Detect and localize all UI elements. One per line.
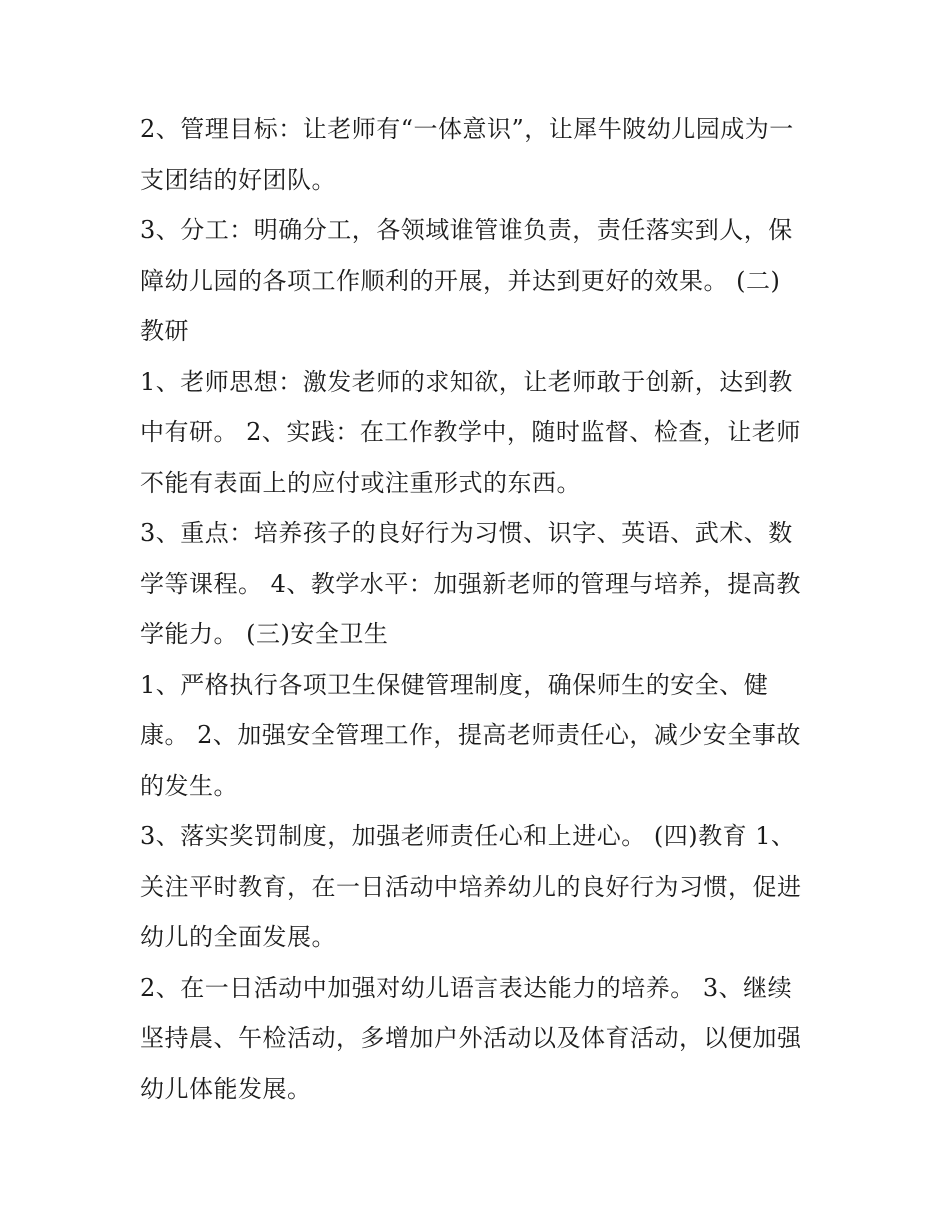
- text-line: 1、严格执行各项卫生保健管理制度，确保师生的安全、健: [140, 670, 769, 699]
- text-line: 幼儿的全面发展。: [140, 923, 336, 951]
- text-line: 关注平时教育，在一日活动中培养幼儿的良好行为习惯，促进: [140, 872, 802, 901]
- text-line: 2、管理目标：让老师有“一体意识”，让犀牛陂幼儿园成为一: [140, 115, 794, 143]
- text-line: 幼儿体能发展。: [140, 1074, 312, 1103]
- text-line: 中有研。 2、实践：在工作教学中，随时监督、检查，让老师: [140, 418, 801, 446]
- text-line: 障幼儿园的各项工作顺利的开展，并达到更好的效果。 (二): [140, 266, 781, 295]
- text-line: 支团结的好团队。: [140, 165, 336, 194]
- text-line: 康。 2、加强安全管理工作，提高老师责任心，减少安全事故: [140, 721, 801, 749]
- text-line: 3、落实奖罚制度，加强老师责任心和上进心。 (四)教育 1、: [140, 822, 796, 850]
- text-line: 不能有表面上的应付或注重形式的东西。: [140, 468, 581, 497]
- document-body: [140, 104, 820, 1114]
- section-heading-teaching-research: 教研: [140, 317, 189, 345]
- text-line: 学等课程。 4、教学水平：加强新老师的管理与培养，提高教: [140, 569, 801, 598]
- text-line: 2、在一日活动中加强对幼儿语言表达能力的培养。 3、继续: [140, 973, 793, 1002]
- text-line: 坚持晨、午检活动，多增加户外活动以及体育活动，以便加强: [140, 1024, 802, 1052]
- text-line: 的发生。: [140, 771, 238, 800]
- text-line: 3、分工：明确分工，各领域谁管谁负责，责任落实到人，保: [140, 216, 793, 244]
- text-line: 学能力。 (三)安全卫生: [140, 620, 389, 648]
- text-line: 3、重点：培养孩子的良好行为习惯、识字、英语、武术、数: [140, 519, 793, 547]
- text-line: 1、老师思想：激发老师的求知欲，让老师敢于创新，达到教: [140, 367, 793, 396]
